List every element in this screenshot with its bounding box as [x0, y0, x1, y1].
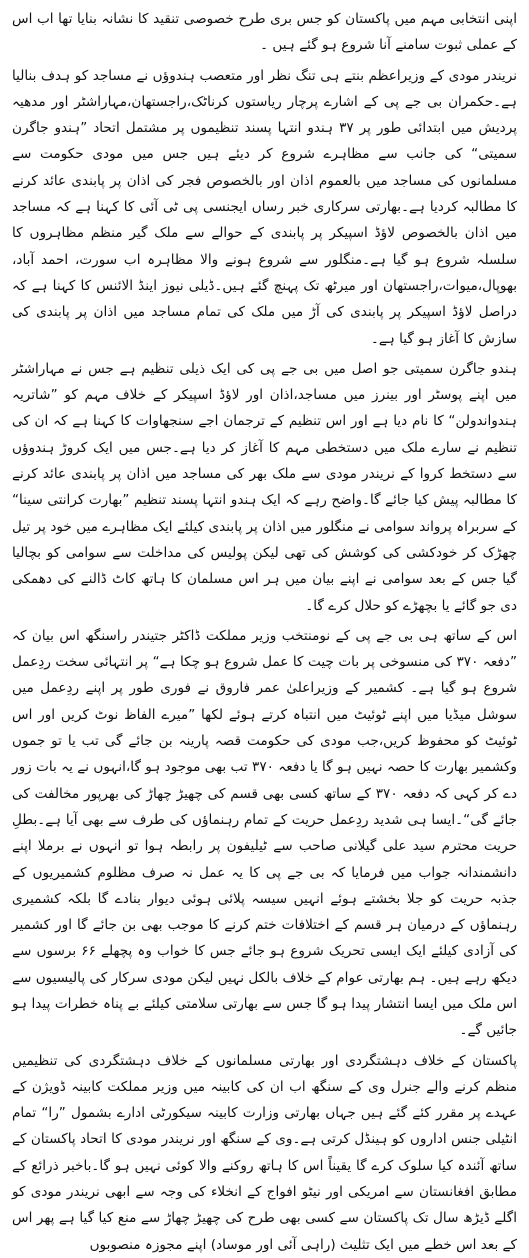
paragraph-hindu-jagran-samiti: ہندو جاگرن سمیتی جو اصل میں بی جے پی کی ایک ذیلی تنظیم ہے جس نے مہاراشٹر میں اپنے پوسٹر اور بینرز میں مساجد،اذان اور لاؤڈ اسپیکر کے خلاف مہم کو ”شاتریہ ہندواندولن“ کا نام دیا ہے اور اس تنظیم کے ترجمان اجے سنجھاوات کا کہنا ہے کہ ان کی تنظیم نے سارے ملک میں دستخطی مہم کا آغاز کر دیا ہے۔جس میں ایک کروڑ ہندوؤں سے دستخط کروا کے نریندر مودی سے ملک بھر کی مساجد میں اذان پر پابندی عائد کرنے کا مطالبہ پیش کیا جائے گا۔واضح رہے کہ ایک ہندو انتہا پسند تنظیم ”بھارت کرانتی سینا“ کے سربراہ پرواند سوامی نے منگلور میں اذان پر پابندی کیلئے ایک مظاہرے میں خود پر تیل چھڑک کر خودکشی کی کوشش کی تھی لیکن پولیس کی مداخلت سے سوامی کو بچالیا گیا جس کے بعد سوامی نے اپنے بیان میں ہر اس مسلمان کا ہاتھ کاٹ ڈالنے کی دھمکی دی جو گائے یا بچھڑے کو حلال کرے گا۔: [12, 360, 517, 614]
paragraph-article-370: اس کے ساتھ ہی بی جے پی کے نومنتخب وزیر مملکت ڈاکٹر جتیندر راسنگھ اس بیان کہ ”دفعہ ۳۷۰ کی منسوخی پر بات چیت کا عمل شروع ہو چکا ہے“ پر انتہائی سخت ردِعمل شروع ہو گیا ہے۔ کشمیر کے وزیراعلیٰ عمر فاروق نے فوری طور پر اپنے ردِعمل میں سوشل میڈیا میں اپنے ٹوئیٹ میں انتباہ کرتے ہوئے لکھا ”میرے الفاظ نوٹ کریں اور اس ٹوئیٹ کو محفوظ کریں،جب مودی کی حکومت قصہ پارینہ بن جائے گی تب یا تو جموں وکشمیر بھارت کا حصہ نہیں ہو گا یا دفعہ ۳۷۰ تب بھی موجود ہو گا،انہوں نے یہ بات زور دے کر کہی کہ دفعہ ۳۷۰ کے ساتھ کسی بھی قسم کی چھیڑ چھاڑ کی بھرپور مخالفت کی جائے گی“۔ایسا ہی شدید ردِعمل حریت کے تمام رہنماؤں کی طرف سے بھی آیا ہے۔بطلِ حریت محترم سید علی گیلانی صاحب سے ٹیلیفون پر رابطہ ہوا تو انہوں نے برملا اپنے دانشمندانہ جواب میں فرمایا کہ بی جے پی کا یہ عمل نہ صرف مظلوم کشمیریوں کے جذبہ حریت کو جلا بخشتے ہوئے انہیں سیسہ پلائی ہوئی دیوار بنادے گا بلکہ کشمیری رہنماؤں کے درمیان ہر قسم کے اختلافات ختم کرنے کا موجب بھی بن جائے گا اور کشمیر کی آزادی کیلئے ایک ایسی تحریک شروع ہو جائے جس کا خواب وہ پچھلے ۶۶ برسوں سے دیکھ رہے ہیں۔ ہم بھارتی عوام کے خلاف بالکل نہیں لیکن مودی سرکار کی پالیسیوں سے اس ملک میں ایسا انتشار پیدا ہو گا جس سے بھارتی سلامتی کیلئے بے پناہ خطرات پیدا ہو جائیں گے۔: [12, 627, 517, 1039]
paragraph-vk-singh: پاکستان کے خلاف دہشتگردی اور بھارتی مسلمانوں کے خلاف دہشتگردی کی تنظیمیں منظم کرنے والے جنرل وی کے سنگھ اب ان کی کابینہ میں وزیر مملکت کابینہ ڈویژن کے عہدے پر مقرر کئے گئے ہیں جہاں بھارتی وزارت کابینہ سیکورٹی ادارے بشمول ”را“ تمام انٹیلی جنس اداروں کو ہینڈل کرتی ہے۔وی کے سنگھ اور نریندر مودی کا اتحاد پاکستان کے ساتھ آئندہ کیا سلوک کرے گا یقیناً اس کا ہاتھ روکنے والا کوئی نہیں ہو گا۔باخبر ذرائع کے مطابق افغانستان سے امریکی اور نیٹو افواج کے انخلاء کی وجہ سے ابھی نریندر مودی کو اگلے ڈیڑھ سال تک پاکستان سے کسی بھی طرح کی چھیڑ چھاڑ سے منع کیا گیا ہے پھر اس کے بعد اس خطے میں ایک تثلیث (راہی آئی اور موساد) اپنے مجوزہ منصوبوں: [12, 1052, 517, 1253]
paragraph-campaign-intro: اپنی انتخابی مہم میں پاکستان کو جس بری طرح خصوصی تنقید کا نشانہ بنایا تھا اب اس کے عملی ثبوت سامنے آنا شروع ہو گئے ہیں ۔: [12, 11, 517, 54]
paragraph-mosque-protests: نریندر مودی کے وزیراعظم بنتے ہی تنگ نظر اور متعصب ہندوؤں نے مساجد کو ہدف بنالیا ہے۔حکمران بی جے پی کے اشارے پرچار ریاستوں کرناٹک،راجستھان،مہاراشٹر اور مدھیہ پردیش میں ابتدائی طور پر ۳۷ ہندو انتہا پسند تنظیموں پر مشتمل اتحاد ”ہندو جاگرن سمیتی“ کی جانب سے مظاہرے شروع کر دیئے ہیں جس میں مودی حکومت سے مسلمانوں کی مساجد میں بالعموم اذان اور بالخصوص فجر کی اذان پر پابندی عائد کرنے کا مطالبہ کردیا ہے۔بھارتی سرکاری خبر رساں ایجنسی پی ٹی آئی کا کہنا ہے کہ مساجد میں اذان بالخصوص لاؤڈ اسپیکر پر پابندی کے حوالے سے ملک گیر منظم مظاہروں کا سلسلہ شروع ہو گیا ہے۔منگلور سے شروع ہونے والا مظاہرہ اب سورت، احمد آباد، بھوپال،میوات،راجستھان اور میرٹھ تک پہنچ گئے ہیں۔ڈیلی نیوز اینڈ الائنس کا کہنا ہے کہ دراصل لاؤڈ اسپیکر پر پابندی کی آڑ میں ملک کی تمام مساجد میں اذان پر پابندی کی سازش کا آغاز ہو گیا ہے۔: [12, 67, 517, 347]
